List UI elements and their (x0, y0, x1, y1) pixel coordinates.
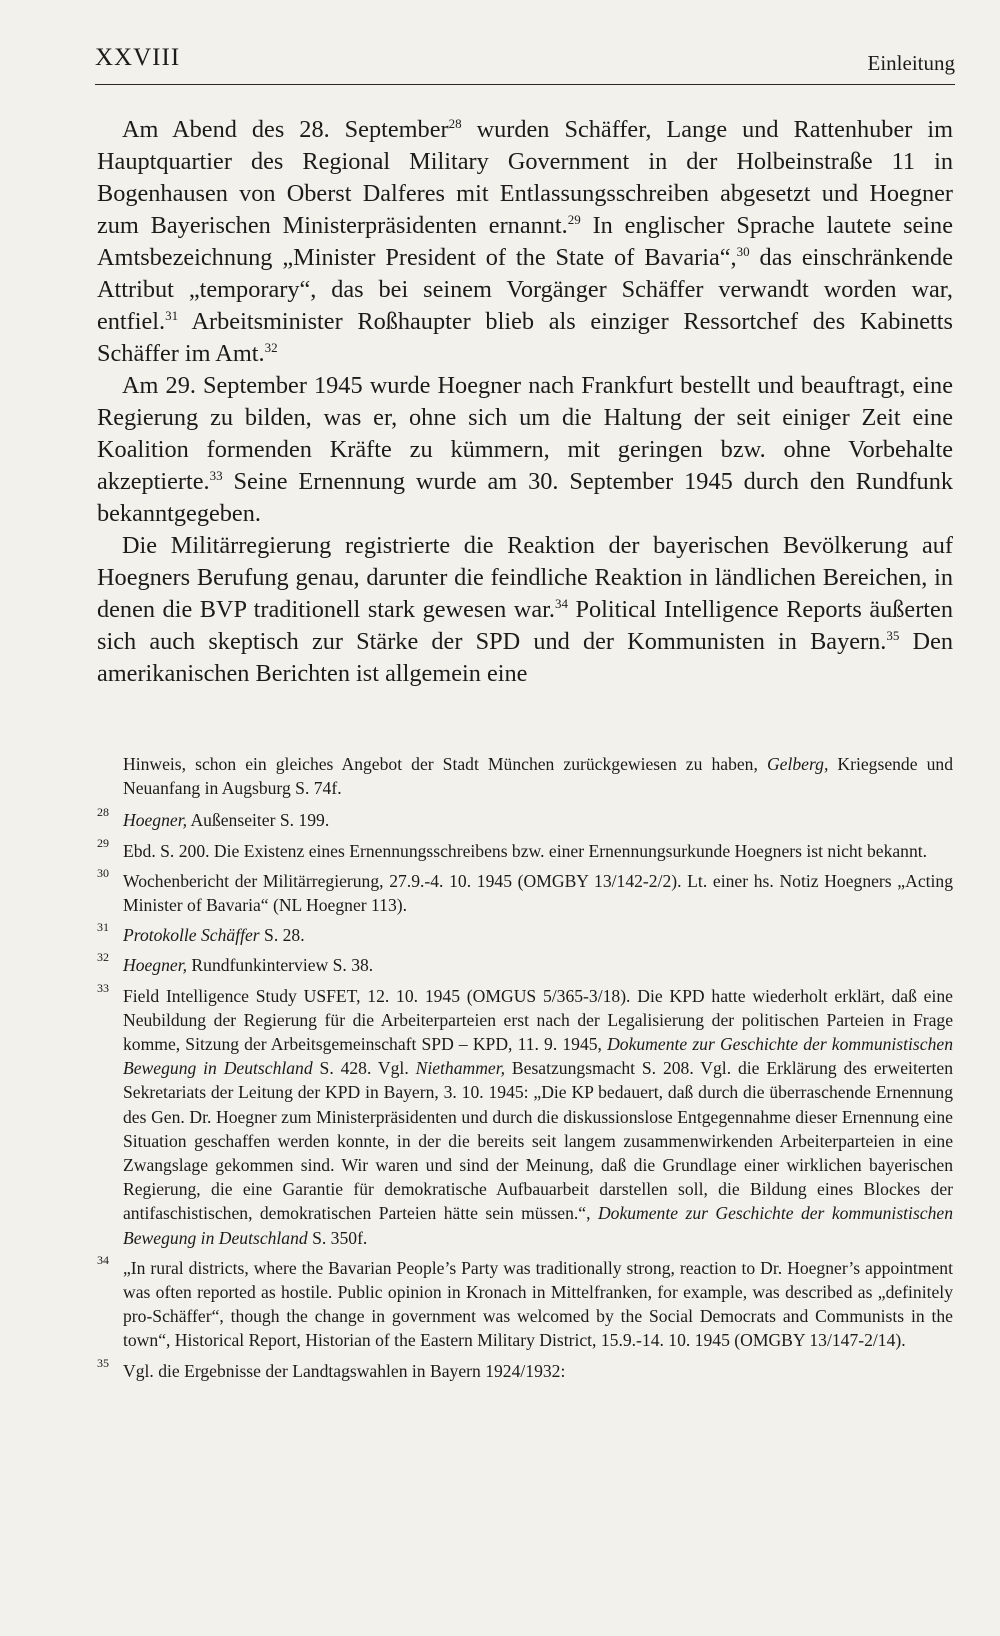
main-text (97, 114, 953, 690)
footnote-ref: 29 (567, 211, 581, 227)
source-title: Dokumente zur Geschichte der kommunistischen Bewegung in Deutschland (123, 1034, 953, 1079)
author-name: Hoegner, (123, 810, 188, 831)
text-run: Kriegsende und Neuanfang in Augsburg S. 74f. (123, 754, 953, 799)
paragraph (97, 530, 953, 690)
text-run: S. 428. Vgl. (312, 1058, 416, 1079)
footnote-number: 33 (97, 980, 109, 995)
footnote-number: 31 (97, 920, 109, 935)
paragraph (97, 114, 953, 370)
footnote-28 (97, 805, 953, 832)
text-run: Am Abend des 28. September (122, 116, 449, 143)
footnote-ref: 34 (554, 595, 568, 611)
page-number: XXVIII (95, 44, 181, 71)
footnote-ref: 28 (448, 115, 462, 131)
footnotes (97, 752, 953, 1389)
footnote-ref: 32 (264, 339, 278, 355)
text-run: In englischer Sprache lautete seine Amtsbezeichnung „Minister President of the State of Bavaria“, (97, 212, 953, 271)
footnote-33 (97, 980, 954, 1250)
footnote-29 (97, 835, 953, 863)
text-run: Den amerikanischen Berichten ist allgemein eine (97, 628, 953, 687)
footnote-ref: 33 (209, 467, 223, 483)
text-run: S. 350f. (307, 1227, 368, 1248)
text-run: „In rural districts, where the Bavarian People’s Party was traditionally strong, reaction to Dr. Hoegner’s appointment was often reported as hostile. Public opinion in Kronach in Mittelfranken, for example, was described as „definitely pro-Schäffer“, though the change in government was welcomed by the Social Democrats and Communists in the town“, Historical Report, Historian of the Eastern Military District, 15.9.-14. 10. 1945 (OMGBY 13/147-2/14). (123, 1257, 953, 1351)
text-run: wurden Schäffer, Lange und Rattenhuber im Hauptquartier des Regional Military Government in der Holbeinstraße 11 in Bogenhausen von Oberst Dalferes mit Entlassungsschreiben abgesetzt und Hoegner zum Bayerischen Ministerpräsidenten ernannt. (97, 116, 953, 239)
paragraph (97, 370, 953, 530)
text-run: Außenseiter S. 199. (187, 810, 330, 831)
footnote-number: 34 (97, 1252, 109, 1267)
running-title: Einleitung (867, 51, 955, 75)
text-run: Wochenbericht der Militärregierung, 27.9.-4. 10. 1945 (OMGBY 13/142-2/2). Lt. einer hs. Notiz Hoegners „Acting Minister of Bavaria“ (NL Hoegner 113). (123, 870, 953, 916)
footnote-32 (97, 950, 953, 977)
text-run: Hinweis, schon ein gleiches Angebot der Stadt München zurückgewiesen zu haben, (123, 754, 767, 774)
footnote-continuation (97, 752, 953, 800)
footnote-35 (97, 1355, 953, 1383)
text-run: Am 29. September 1945 wurde Hoegner nach Frankfurt bestellt und beauftragt, eine Regierung zu bilden, was er, ohne sich um die Haltung der seit einiger Zeit eine Koalition formenden Kräfte zu kümmern, mit geringen bzw. ohne Vorbehalte akzeptierte. (97, 372, 953, 495)
text-run: Besatzungsmacht S. 208. Vgl. die Erklärung des erweiterten Sekretariats der Leitung der KPD in Bayern, 3. 10. 1945: „Die KP bedauert, daß durch die überraschende Ernennung des Gen. Dr. Hoegner zum Ministerpräsidenten und durch die diskussionslose Entgegennahme dieser Ernennung eine Situation geschaffen werden konnte, in der die bereits seit langem zusammenwirkenden Arbeiterparteien in eine Zwangslage gekommen sind. Wir waren und sind der Meinung, daß die Grundlage einer wirklichen bayerischen Regierung, die eine Garantie für demokratische Aufbauarbeit darstellen soll, die Bildung eines Blockes der antifaschistischen, demokratischen Parteien hätte sein müssen.“, (123, 1058, 953, 1224)
text-run: Die Militärregierung registrierte die Reaktion der bayerischen Bevölkerung auf Hoegners Berufung genau, darunter die feindliche Reaktion in ländlichen Bereichen, in denen die BVP traditionell stark gewesen war. (97, 532, 953, 623)
text-run: das einschränkende Attribut „temporary“, das bei seinem Vorgänger Schäffer verwandt worden war, entfiel. (97, 244, 953, 335)
text-run: Rundfunkinterview S. 38. (187, 955, 374, 976)
footnote-ref: 35 (886, 627, 900, 643)
footnote-number: 35 (97, 1355, 109, 1370)
footnote-number: 28 (97, 805, 109, 820)
footnote-ref: 31 (165, 307, 179, 323)
footnote-30 (97, 865, 953, 917)
text-run: Seine Ernennung wurde am 30. September 1945 durch den Rundfunk bekanntgegeben. (97, 468, 953, 527)
source-title: Protokolle Schäffer (123, 925, 260, 946)
source-title: Dokumente zur Geschichte der kommunistischen Bewegung in Deutschland (123, 1203, 954, 1248)
text-run: Ebd. S. 200. Die Existenz eines Ernennungsschreibens bzw. einer Ernennungsurkunde Hoegners ist nicht bekannt. (123, 840, 928, 861)
footnote-34 (97, 1252, 953, 1353)
text-run: Vgl. die Ergebnisse der Landtagswahlen in Bayern 1924/1932: (123, 1360, 566, 1381)
text-run: Arbeitsminister Roßhaupter blieb als einziger Ressortchef des Kabinetts Schäffer im Amt. (97, 308, 953, 367)
footnote-number: 32 (97, 950, 109, 965)
footnote-31 (97, 920, 953, 947)
author-name: Niethammer, (415, 1058, 506, 1079)
author-name: Gelberg, (766, 754, 829, 774)
text-run: Field Intelligence Study USFET, 12. 10. 1945 (OMGUS 5/365-3/18). Die KPD hatte wiederholt erklärt, daß eine Neubildung der Regierung für die Arbeiterparteien erst nach der Legalisierung der politischen Parteien in Frage komme, Sitzung der Arbeitsgemeinschaft SPD – KPD, 11. 9. 1945, (123, 985, 953, 1055)
text-run: Political Intelligence Reports äußerten sich auch skeptisch zur Stärke der SPD und der Kommunisten in Bayern. (97, 596, 953, 655)
footnote-number: 29 (97, 835, 109, 850)
text-run: S. 28. (259, 925, 305, 946)
page-header (95, 44, 955, 85)
footnote-ref: 30 (736, 243, 750, 259)
author-name: Hoegner, (123, 955, 188, 976)
footnote-number: 30 (97, 865, 109, 880)
